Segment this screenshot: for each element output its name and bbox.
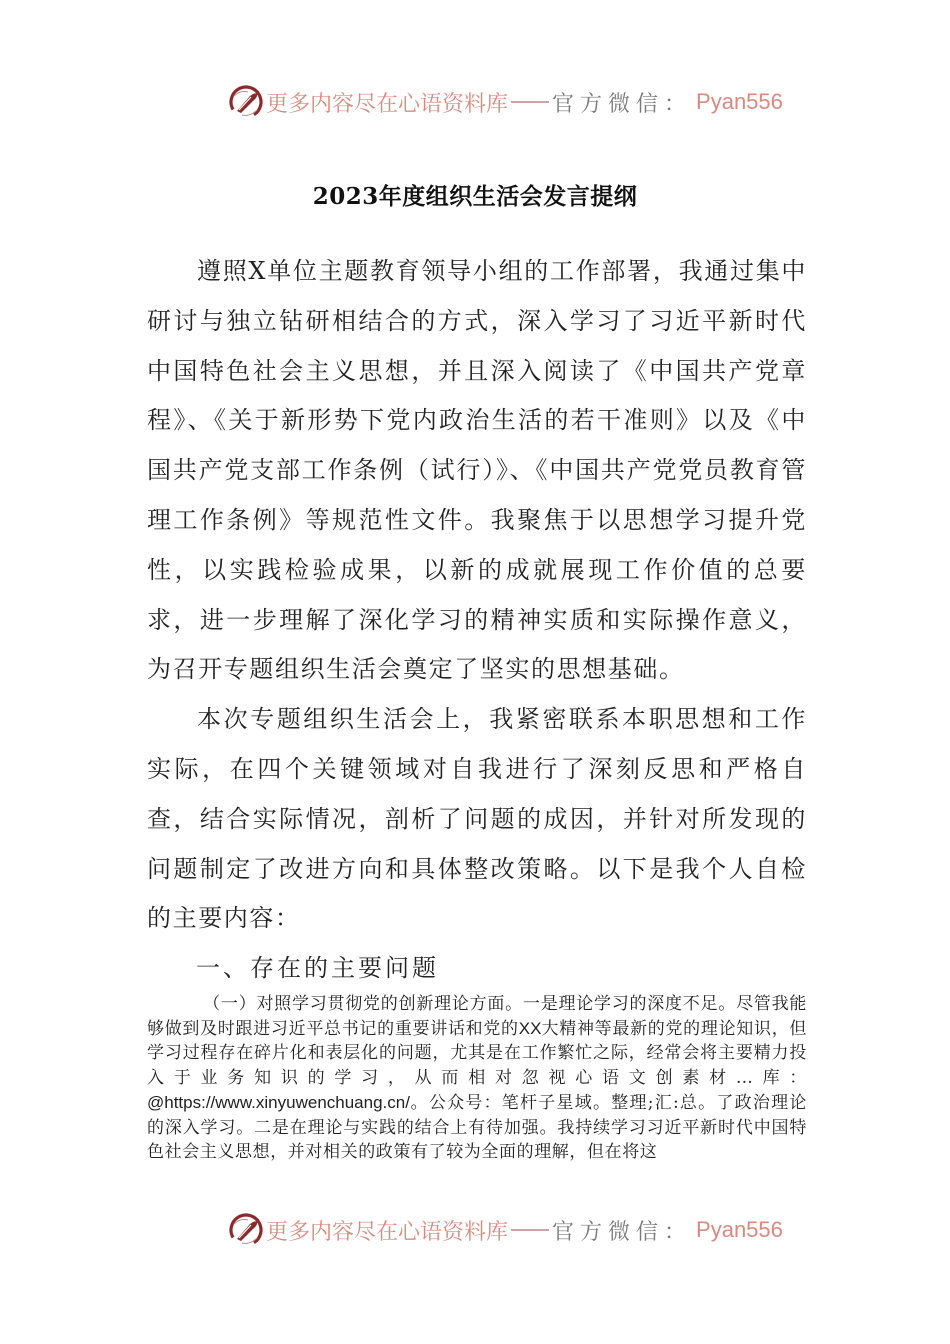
watermark-banner-bottom — [228, 1210, 783, 1250]
watermark-wechat-id: Pyan556 — [696, 89, 783, 114]
watermark-wechat-id: Pyan556 — [696, 1217, 783, 1242]
document-title: 2023年度组织生活会发言提纲 — [312, 183, 638, 210]
document-body — [147, 247, 807, 944]
subsection-text-part3: 。公众号：笔杆子星域。整理;汇:总。了政治理论的深入学习。二是在理论与实践的结合上有待加强。我持续学习习近平新时代中国特色社会主义思想，并对相关的政策有了较为全面的理解，但在将这 — [147, 1092, 807, 1163]
paragraph-intro: 遵照X单位主题教育领导小组的工作部署，我通过集中研讨与独立钻研相结合的方式，深入学习了习近平新时代中国特色社会主义思想，并且深入阅读了《中国共产党章程》、《关于新形势下党内政治生活的若干准则》以及《中国共产党支部工作条例（试行）》、《中国共产党党员教育管理工作条例》等规范性文件。我聚焦于以思想学习提升党性，以实践检验成果，以新的成就展现工作价值的总要求，进一步理解了深化学习的精神实质和实际操作意义，为召开专题组织生活会奠定了坚实的思想基础。 — [147, 257, 807, 684]
quill-pen-logo-icon — [228, 84, 264, 120]
watermark-dash — [511, 101, 549, 103]
watermark-banner-top — [228, 82, 783, 122]
subsection-text-part1: （一）对照学习贯彻党的创新理论方面。一是理论学习的深度不足。尽管我能够做到及时跟进习近平总书记的重要讲话和党的 — [147, 994, 807, 1039]
quill-pen-logo-icon — [228, 1212, 264, 1248]
subsection-xx: XX — [518, 1018, 542, 1038]
section-heading-main-problems: 一、存在的主要问题 — [196, 954, 439, 982]
watermark-text: 更多内容尽在心语资料库 — [266, 1219, 509, 1245]
subsection-text-part2: 大精神等最新的党的理论知识，但学习过程存在碎片化和表层化的问题，尤其是在工作繁忙之际，经常会将主要精力投入于业务知识的学习，从而相对忽视心语文创素材…库： — [147, 1018, 807, 1089]
watermark-dash — [511, 1229, 549, 1231]
watermark-wechat-label: 官方微信： — [552, 91, 693, 117]
paragraph-self-review: 本次专题组织生活会上，我紧密联系本职思想和工作实际，在四个关键领域对自我进行了深刻反思和严格自查，结合实际情况，剖析了问题的成因，并针对所发现的问题制定了改进方向和具体整改策略。以下是我个人自检的主要内容： — [147, 705, 807, 933]
subsection-theory-study — [147, 992, 807, 1165]
subsection-url-link[interactable]: @https://www.xinyuwenchuang.cn/ — [147, 1092, 410, 1112]
watermark-wechat-label: 官方微信： — [552, 1219, 693, 1245]
watermark-text: 更多内容尽在心语资料库 — [266, 91, 509, 117]
